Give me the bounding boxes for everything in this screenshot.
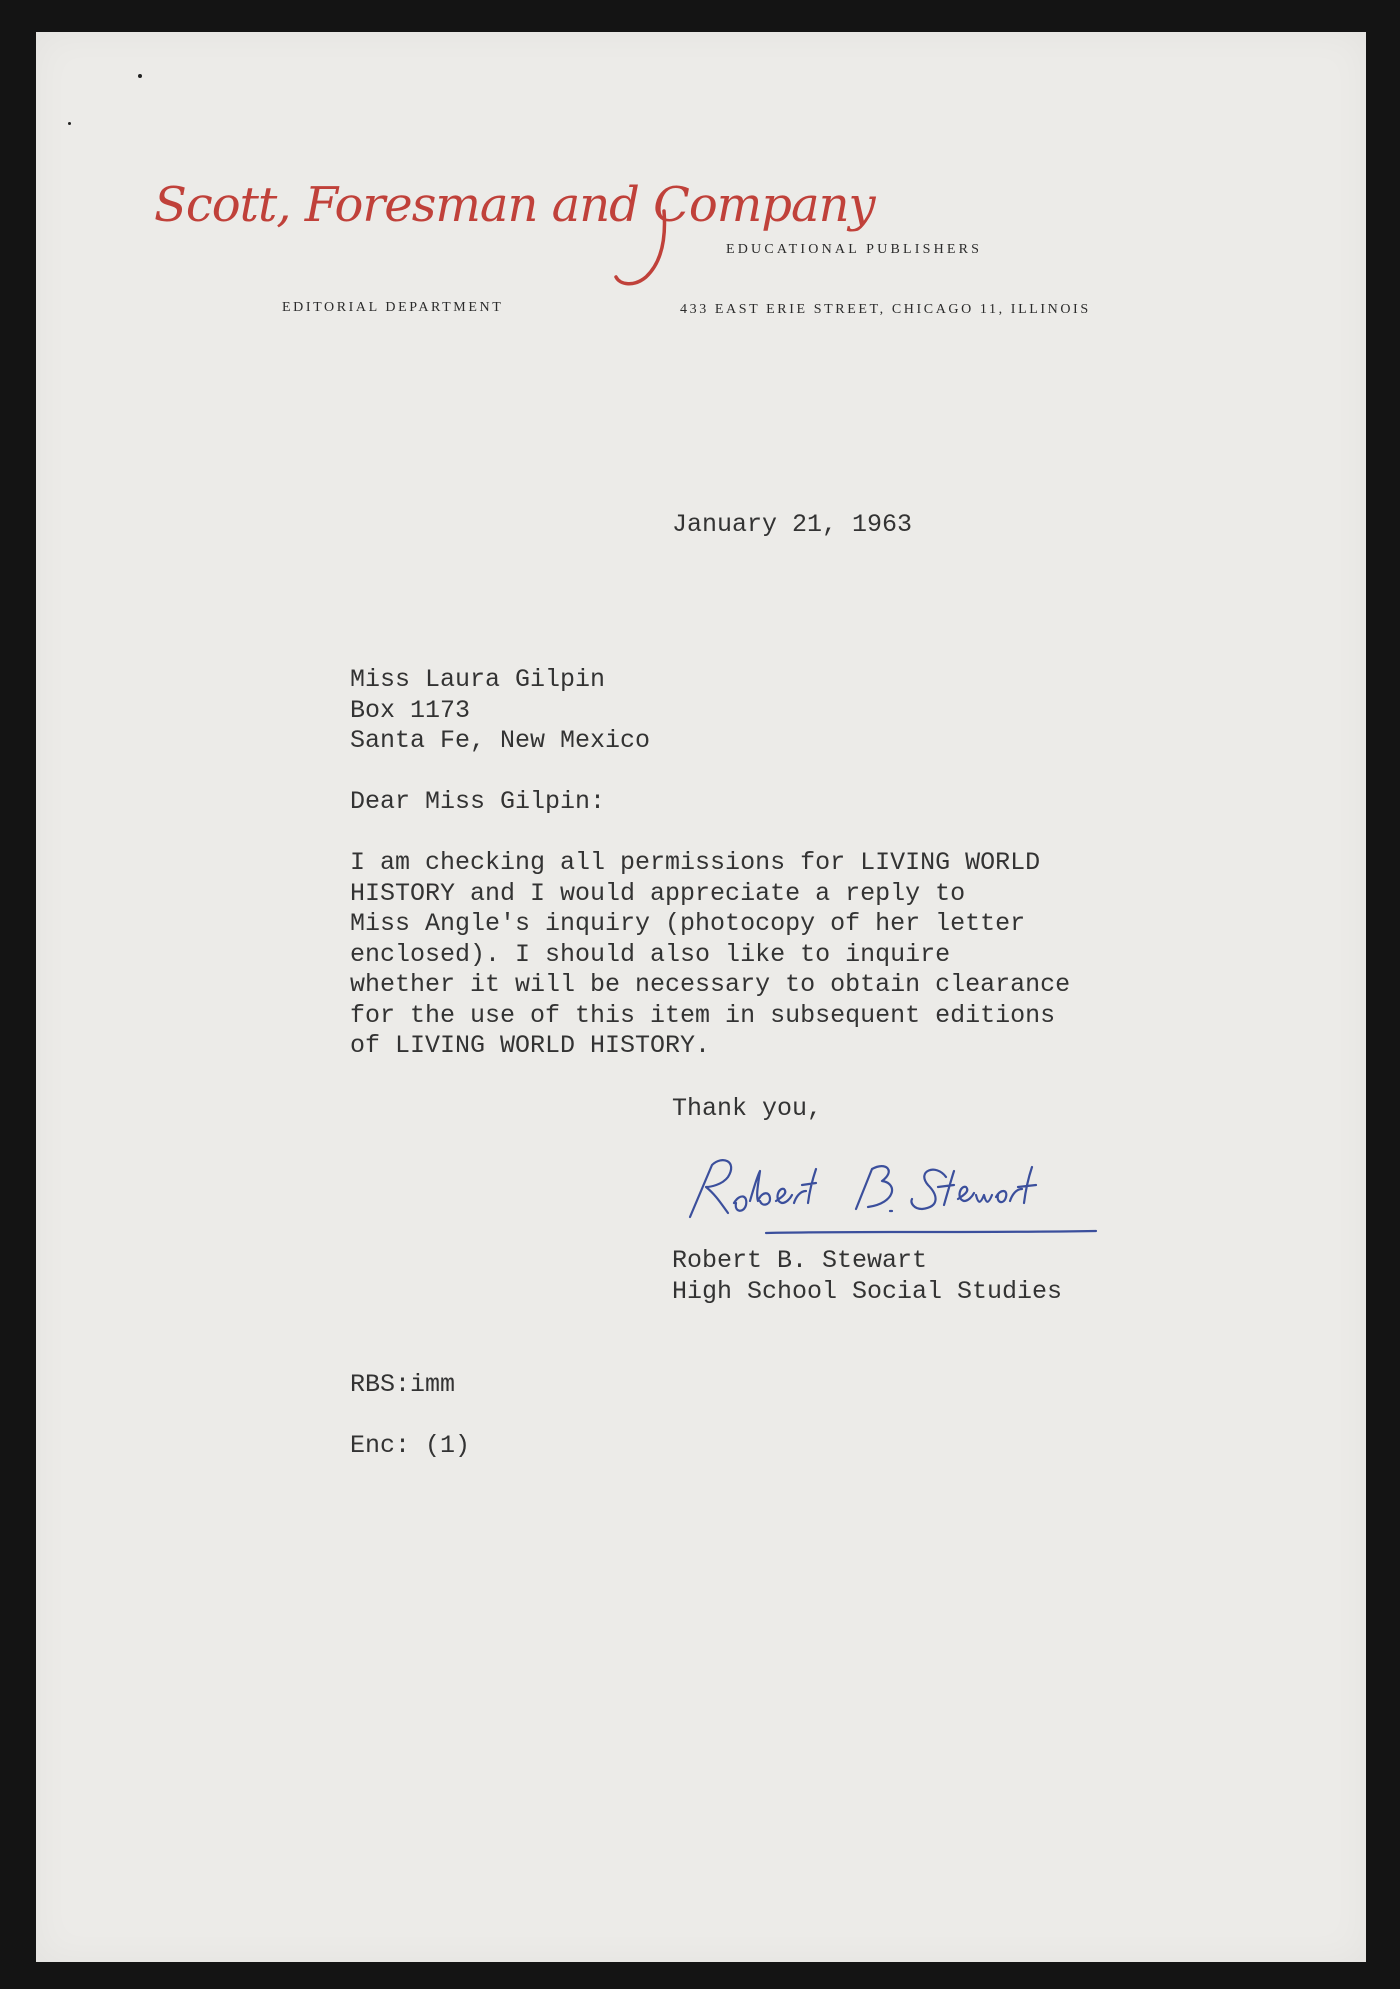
company-address: 433 EAST ERIE STREET, CHICAGO 11, ILLINOIS [680,302,1091,317]
letter-body [350,848,1070,1062]
body-line: I am checking all permissions for LIVING WORLD [350,848,1041,877]
body-line: enclosed). I should also like to inquire [350,939,951,969]
recipient-line: Box 1173 [350,695,471,725]
sender-block [672,1246,1062,1307]
paper-speck [68,122,71,125]
enclosure-note: Enc: (1) [350,1431,471,1460]
body-line: HISTORY and I would appreciate a reply to [350,878,966,908]
logotype-flourish [606,207,686,297]
letter-page [36,32,1366,1962]
body-line: for the use of this item in subsequent editions [350,1000,1056,1030]
recipient-line: Miss Laura Gilpin [350,665,606,694]
letter-date: January 21, 1963 [672,510,913,539]
salutation: Dear Miss Gilpin: [350,787,606,816]
body-line: Miss Angle's inquiry (photocopy of her letter [350,909,1026,938]
sender-title: High School Social Studies [672,1276,1063,1306]
paper-speck [138,74,142,78]
recipient-address [350,665,650,757]
department-label: EDITORIAL DEPARTMENT [282,300,504,315]
handwritten-signature [676,1147,1116,1242]
recipient-line: Santa Fe, New Mexico [350,726,651,755]
body-line: whether it will be necessary to obtain clearance [350,970,1071,999]
sender-name: Robert B. Stewart [672,1246,928,1275]
closing: Thank you, [672,1094,823,1123]
company-logotype: Scott, Foresman and Company [154,177,875,233]
reference-initials: RBS:imm [350,1370,456,1399]
body-line: of LIVING WORLD HISTORY. [350,1031,711,1060]
company-tagline: EDUCATIONAL PUBLISHERS [726,242,983,257]
